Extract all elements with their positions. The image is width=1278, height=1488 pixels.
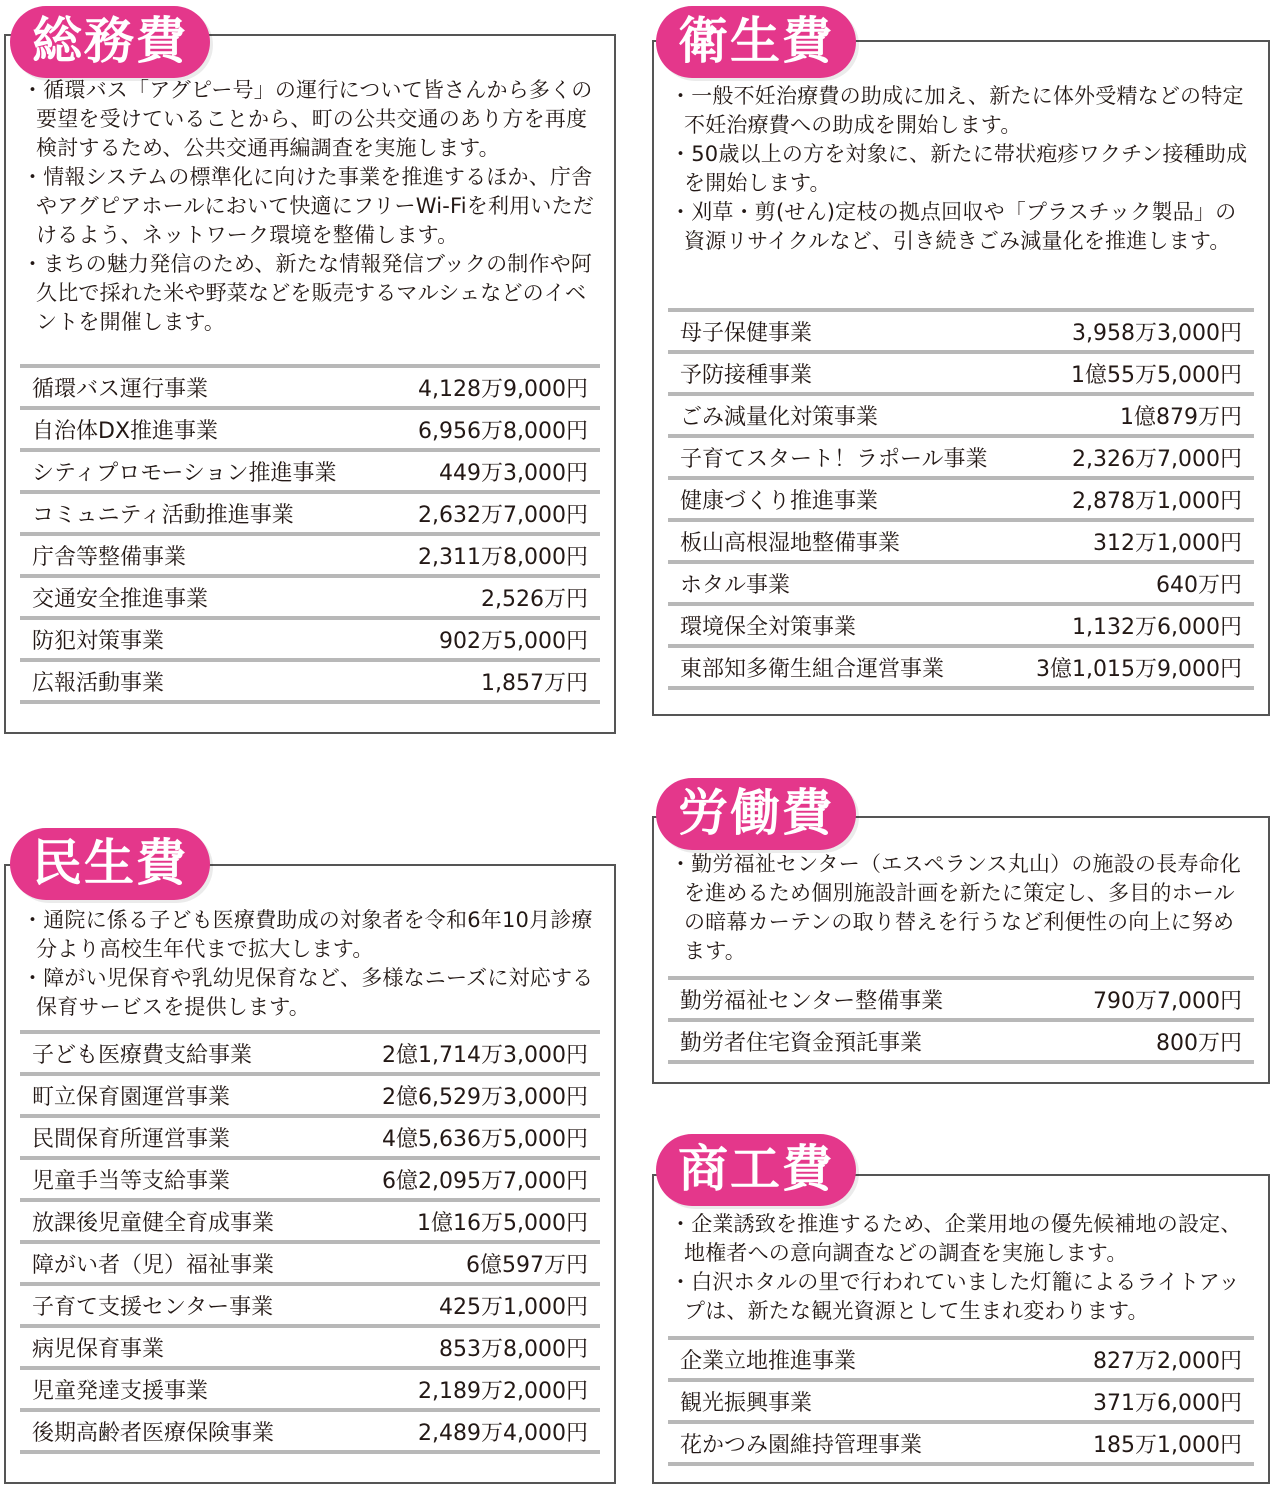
budget-table [668, 976, 1254, 1064]
table-row [668, 434, 1254, 476]
section-description [22, 76, 600, 337]
table-row [20, 1030, 600, 1072]
table-row [668, 644, 1254, 690]
table-row [20, 490, 600, 532]
desc-item: ・一般不妊治療費の助成に加え、新たに体外受精などの特定不妊治療費への助成を開始します。 [670, 84, 1244, 137]
table-row [668, 560, 1254, 602]
row-amount: 902万5,000円 [439, 628, 588, 654]
row-name: 板山高根湿地整備事業 [680, 530, 901, 556]
row-name: 観光振興事業 [680, 1390, 813, 1416]
row-amount: 2,489万4,000円 [418, 1420, 588, 1446]
row-name: 庁舎等整備事業 [32, 544, 187, 570]
row-name: 母子保健事業 [680, 320, 813, 346]
section-title: 民生費 [10, 828, 210, 900]
row-amount: 800万円 [1156, 1030, 1242, 1056]
desc-item: ・50歳以上の方を対象に、新たに帯状疱疹ワクチン接種助成を開始します。 [670, 142, 1248, 195]
table-row [668, 976, 1254, 1018]
desc-item: ・障がい児保育や乳幼児保育など、多様なニーズに対応する保育サービスを提供します。 [22, 966, 594, 1019]
row-amount: 827万2,000円 [1093, 1348, 1242, 1374]
row-amount: 6億597万円 [466, 1252, 588, 1278]
row-name: コミュニティ活動推進事業 [32, 502, 294, 528]
desc-item: ・まちの魅力発信のため、新たな情報発信ブックの制作や阿久比で採れた米や野菜などを販売するマルシェなどのイベントを開催します。 [22, 252, 593, 334]
table-row [668, 602, 1254, 644]
table-row [20, 1198, 600, 1240]
row-amount: 6億2,095万7,000円 [382, 1168, 588, 1194]
row-name: 東部知多衛生組合運営事業 [680, 656, 945, 682]
section-description [670, 82, 1254, 256]
row-amount: 2,311万8,000円 [418, 544, 588, 570]
row-name: 勤労福祉センター整備事業 [680, 988, 944, 1014]
table-row [668, 392, 1254, 434]
table-row [20, 448, 600, 490]
table-row [20, 532, 600, 574]
row-amount: 371万6,000円 [1093, 1390, 1242, 1416]
desc-item: ・通院に係る子ども医療費助成の対象者を令和6年10月診療分より高校生年代まで拡大します。 [22, 908, 593, 961]
row-amount: 4,128万9,000円 [418, 376, 588, 402]
section-title: 労働費 [656, 778, 856, 850]
table-row [668, 1336, 1254, 1378]
section-soumu [0, 0, 620, 740]
desc-item: ・循環バス「アグピー号」の運行について皆さんから多くの要望を受けていることから、町の公共交通のあり方を再度検討するため、公共交通再編調査を実施します。 [22, 78, 593, 160]
row-amount: 185万1,000円 [1093, 1432, 1242, 1458]
table-row [20, 574, 600, 616]
section-shoukou [648, 1126, 1274, 1488]
row-amount: 3億1,015万9,000円 [1036, 656, 1242, 682]
row-name: 町立保育園運営事業 [32, 1084, 231, 1110]
row-amount: 2,526万円 [481, 586, 588, 612]
section-roudou [648, 770, 1274, 1090]
section-title: 総務費 [10, 6, 210, 78]
desc-item: ・白沢ホタルの里で行われていました灯籠によるライトアップは、新たな観光資源として生まれ変わります。 [670, 1270, 1240, 1323]
row-name: 勤労者住宅資金預託事業 [680, 1030, 923, 1056]
row-name: 花かつみ園維持管理事業 [680, 1432, 923, 1458]
section-eisei [648, 0, 1274, 720]
table-row [668, 476, 1254, 518]
row-amount: 853万8,000円 [439, 1336, 588, 1362]
desc-item: ・情報システムの標準化に向けた事業を推進するほか、庁舎やアグピアホールにおいて快適にフリーWi-Fiを利用いただけるよう、ネットワーク環境を整備します。 [22, 165, 595, 247]
table-row [20, 1282, 600, 1324]
budget-table [20, 364, 600, 704]
row-name: 障がい者（児）福祉事業 [32, 1252, 275, 1278]
section-title: 衛生費 [656, 6, 856, 78]
table-row [20, 1240, 600, 1282]
row-name: 児童発達支援事業 [32, 1378, 209, 1404]
row-amount: 1,132万6,000円 [1072, 614, 1242, 640]
row-name: ごみ減量化対策事業 [680, 404, 879, 430]
row-name: 環境保全対策事業 [680, 614, 857, 640]
row-amount: 425万1,000円 [439, 1294, 588, 1320]
table-row [20, 1072, 600, 1114]
row-amount: 4億5,636万5,000円 [382, 1126, 588, 1152]
section-description [22, 906, 600, 1022]
table-row [668, 1378, 1254, 1420]
table-row [20, 1408, 600, 1454]
desc-item: ・勤労福祉センター（エスペランス丸山）の施設の長寿命化を進めるため個別施設計画を新たに策定し、多目的ホールの暗幕カーテンの取り替えを行うなど利便性の向上に努めます。 [670, 852, 1241, 963]
section-box [652, 1174, 1270, 1484]
table-row [20, 658, 600, 704]
row-name: 健康づくり推進事業 [680, 488, 879, 514]
row-amount: 6,956万8,000円 [418, 418, 588, 444]
row-name: 子育て支援センター事業 [32, 1294, 274, 1320]
row-amount: 1,857万円 [481, 670, 588, 696]
row-name: 児童手当等支給事業 [32, 1168, 231, 1194]
table-row [20, 1114, 600, 1156]
row-name: 子ども医療費支給事業 [32, 1042, 253, 1068]
row-amount: 790万7,000円 [1093, 988, 1242, 1014]
section-description [670, 1210, 1254, 1326]
row-amount: 2億1,714万3,000円 [382, 1042, 588, 1068]
row-name: 企業立地推進事業 [680, 1348, 857, 1374]
row-amount: 640万円 [1156, 572, 1242, 598]
row-name: 循環バス運行事業 [32, 376, 209, 402]
row-amount: 2,326万7,000円 [1072, 446, 1242, 472]
row-amount: 3,958万3,000円 [1072, 320, 1242, 346]
budget-table [20, 1030, 600, 1454]
section-description [670, 850, 1254, 966]
row-name: 防犯対策事業 [32, 628, 165, 654]
table-row [20, 1156, 600, 1198]
table-row [20, 616, 600, 658]
row-amount: 2,878万1,000円 [1072, 488, 1242, 514]
row-amount: 2,189万2,000円 [418, 1378, 588, 1404]
table-row [668, 1420, 1254, 1466]
section-box [4, 864, 616, 1484]
budget-table [668, 308, 1254, 690]
table-row [668, 350, 1254, 392]
row-amount: 2億6,529万3,000円 [382, 1084, 588, 1110]
section-minsei [0, 820, 620, 1488]
table-row [20, 1366, 600, 1408]
budget-table [668, 1336, 1254, 1466]
row-name: 後期高齢者医療保険事業 [32, 1420, 275, 1446]
row-amount: 1億879万円 [1120, 404, 1242, 430]
section-box [652, 816, 1270, 1084]
table-row [668, 518, 1254, 560]
table-row [20, 1324, 600, 1366]
row-name: シティプロモーション推進事業 [32, 460, 337, 486]
table-row [20, 364, 600, 406]
row-amount: 1億16万5,000円 [417, 1210, 588, 1236]
row-name: 病児保育事業 [32, 1336, 165, 1362]
table-row [20, 406, 600, 448]
section-box [4, 34, 616, 734]
section-title: 商工費 [656, 1134, 856, 1206]
desc-item: ・企業誘致を推進するため、企業用地の優先候補地の設定、地権者への意向調査などの調査を実施します。 [670, 1212, 1242, 1265]
table-row [668, 308, 1254, 350]
row-name: 自治体DX推進事業 [32, 418, 219, 444]
row-name: 交通安全推進事業 [32, 586, 209, 612]
section-box [652, 40, 1270, 716]
row-amount: 1億55万5,000円 [1071, 362, 1242, 388]
row-name: 広報活動事業 [32, 670, 165, 696]
row-amount: 2,632万7,000円 [418, 502, 588, 528]
row-amount: 449万3,000円 [439, 460, 588, 486]
table-row [668, 1018, 1254, 1064]
row-name: ホタル事業 [680, 572, 791, 598]
row-name: 放課後児童健全育成事業 [32, 1210, 275, 1236]
row-amount: 312万1,000円 [1093, 530, 1242, 556]
row-name: 予防接種事業 [680, 362, 813, 388]
desc-item: ・刈草・剪(せん)定枝の拠点回収や「プラスチック製品」の資源リサイクルなど、引き続きごみ減量化を推進します。 [670, 200, 1237, 253]
row-name: 子育てスタート！ラポール事業 [680, 446, 988, 472]
row-name: 民間保育所運営事業 [32, 1126, 231, 1152]
